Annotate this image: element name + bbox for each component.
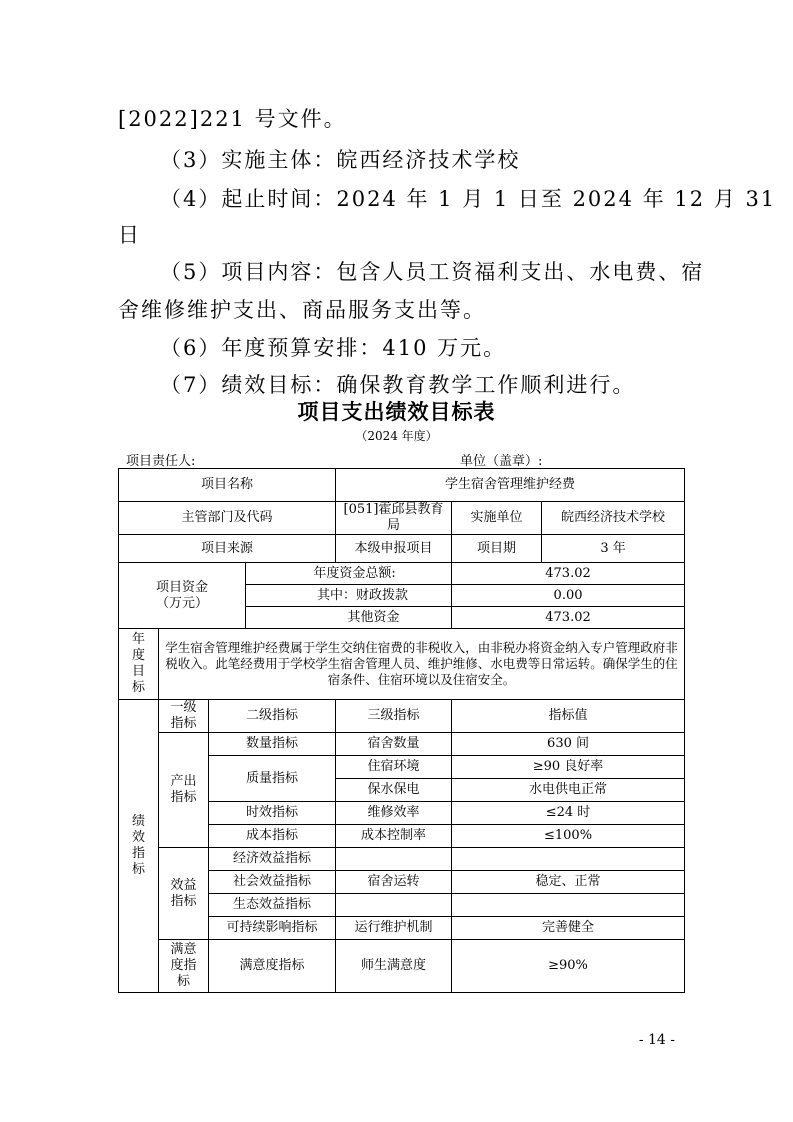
benefit-indicator-label	[159, 848, 209, 940]
fiscal-label: 其中：财政拨款	[246, 585, 452, 607]
table-subtitle: （2024 年度）	[355, 429, 438, 443]
goal-table	[118, 468, 685, 993]
perf-char: 标	[131, 862, 145, 877]
funds-label	[119, 563, 246, 629]
cost-control: 成本控制率	[336, 825, 452, 848]
table-row	[119, 733, 685, 756]
repair-efficiency-value: ≤24 时	[452, 802, 685, 825]
annual-goal-char: 度	[131, 648, 145, 663]
impl-unit-label: 实施单位	[452, 502, 542, 535]
header-level1	[159, 700, 209, 733]
fiscal-value: 0.00	[452, 585, 685, 607]
paragraph-line: （5）项目内容：包含人员工资福利支出、水电费、宿	[160, 260, 705, 284]
table-row	[119, 700, 685, 733]
perf-char: 效	[131, 830, 145, 845]
economic-sub	[336, 848, 452, 871]
table-row	[119, 940, 685, 993]
output-label-line2: 指标	[170, 790, 197, 805]
satisfaction-label-line1: 满意	[170, 942, 197, 957]
satisfaction-label-line2: 度指	[170, 958, 197, 973]
teacher-student-satisfaction-value: ≥90%	[452, 940, 685, 993]
utilities: 保水保电	[336, 779, 452, 802]
project-name-value: 学生宿舍管理维护经费	[336, 469, 685, 502]
satisfaction-label-line3: 标	[176, 974, 190, 989]
annual-total-label: 年度资金总额:	[246, 563, 452, 585]
environment: 住宿环境	[336, 756, 452, 779]
maintenance-mechanism-value: 完善健全	[452, 917, 685, 940]
perf-char: 指	[131, 846, 145, 861]
other-funds-value: 473.02	[452, 607, 685, 629]
paragraph-line: 日	[118, 223, 141, 247]
ecological-indicator: 生态效益指标	[209, 894, 336, 917]
header-level1-line1: 一级	[170, 700, 197, 715]
economic-value	[452, 848, 685, 871]
sustainable-indicator: 可持续影响指标	[209, 917, 336, 940]
quantity-indicator: 数量指标	[209, 733, 336, 756]
output-label-line1: 产出	[170, 774, 197, 789]
perf-char: 绩	[131, 814, 145, 829]
table-row	[119, 469, 685, 502]
impl-unit-value: 皖西经济技术学校	[542, 502, 685, 535]
table-row	[119, 502, 685, 535]
page-number: - 14 -	[638, 1032, 675, 1048]
table-row	[119, 629, 685, 700]
header-level1-line2: 指标	[170, 716, 197, 731]
satisfaction-indicator-label	[159, 940, 209, 993]
annual-goal-char: 标	[131, 680, 145, 695]
responsible-label: 项目责任人:	[126, 454, 196, 469]
cost-indicator: 成本指标	[209, 825, 336, 848]
paragraph-line: [2022]221 号文件。	[118, 107, 347, 131]
social-indicator: 社会效益指标	[209, 871, 336, 894]
teacher-student-satisfaction: 师生满意度	[336, 940, 452, 993]
satisfaction-indicator: 满意度指标	[209, 940, 336, 993]
ecological-value	[452, 894, 685, 917]
output-indicator-label	[159, 733, 209, 848]
dept-label: 主管部门及代码	[119, 502, 336, 535]
funds-label-line2: （万元）	[155, 595, 208, 611]
annual-goal-label	[119, 629, 159, 700]
dorm-count-value: 630 间	[452, 733, 685, 756]
other-funds-label: 其他资金	[246, 607, 452, 629]
benefit-label-line2: 指标	[170, 893, 197, 909]
period-label: 项目期	[452, 535, 542, 563]
table-row	[119, 848, 685, 871]
annual-goal-text: 学生宿舍管理维护经费属于学生交纳住宿费的非税收入，由非税办将资金纳入专户管理政府非税收入。此笔经费用于学校学生宿舍管理人员、维护维修、水电费等日常运转。确保学生的住宿条件、住宿环境以及住宿安全。	[159, 629, 685, 700]
table-row	[119, 563, 685, 585]
header-level2: 二级指标	[209, 700, 336, 733]
dorm-operation-value: 稳定、正常	[452, 871, 685, 894]
annual-goal-char: 年	[131, 632, 145, 647]
ecological-sub	[336, 894, 452, 917]
perf-indicator-label	[119, 700, 159, 993]
environment-value: ≥90 良好率	[452, 756, 685, 779]
dorm-count: 宿舍数量	[336, 733, 452, 756]
funds-label-line1: 项目资金	[155, 579, 208, 595]
source-label: 项目来源	[119, 535, 336, 563]
benefit-label-line1: 效益	[170, 877, 197, 893]
paragraph-line: 舍维修维护支出、商品服务支出等。	[118, 298, 486, 322]
source-value: 本级申报项目	[336, 535, 452, 563]
paragraph-line: （6）年度预算安排：410 万元。	[160, 336, 507, 360]
repair-efficiency: 维修效率	[336, 802, 452, 825]
annual-total-value: 473.02	[452, 563, 685, 585]
header-level3: 三级指标	[336, 700, 452, 733]
dorm-operation: 宿舍运转	[336, 871, 452, 894]
paragraph-line: （7）绩效目标：确保教育教学工作顺利进行。	[160, 373, 636, 397]
economic-indicator: 经济效益指标	[209, 848, 336, 871]
cost-control-value: ≤100%	[452, 825, 685, 848]
project-name-label: 项目名称	[119, 469, 336, 502]
quality-indicator: 质量指标	[209, 756, 336, 802]
table-row	[119, 535, 685, 563]
unit-label: 单位（盖章）:	[460, 454, 543, 469]
header-value: 指标值	[452, 700, 685, 733]
timeliness-indicator: 时效指标	[209, 802, 336, 825]
utilities-value: 水电供电正常	[452, 779, 685, 802]
annual-goal-char: 目	[131, 664, 145, 679]
paragraph-line: （3）实施主体：皖西经济技术学校	[160, 148, 521, 172]
maintenance-mechanism: 运行维护机制	[336, 917, 452, 940]
table-title: 项目支出绩效目标表	[297, 400, 496, 424]
period-value: 3 年	[542, 535, 685, 563]
paragraph-line: （4）起止时间：2024 年 1 月 1 日至 2024 年 12 月 31	[160, 187, 777, 211]
dept-value: [051]霍邱县教育局	[336, 502, 452, 535]
